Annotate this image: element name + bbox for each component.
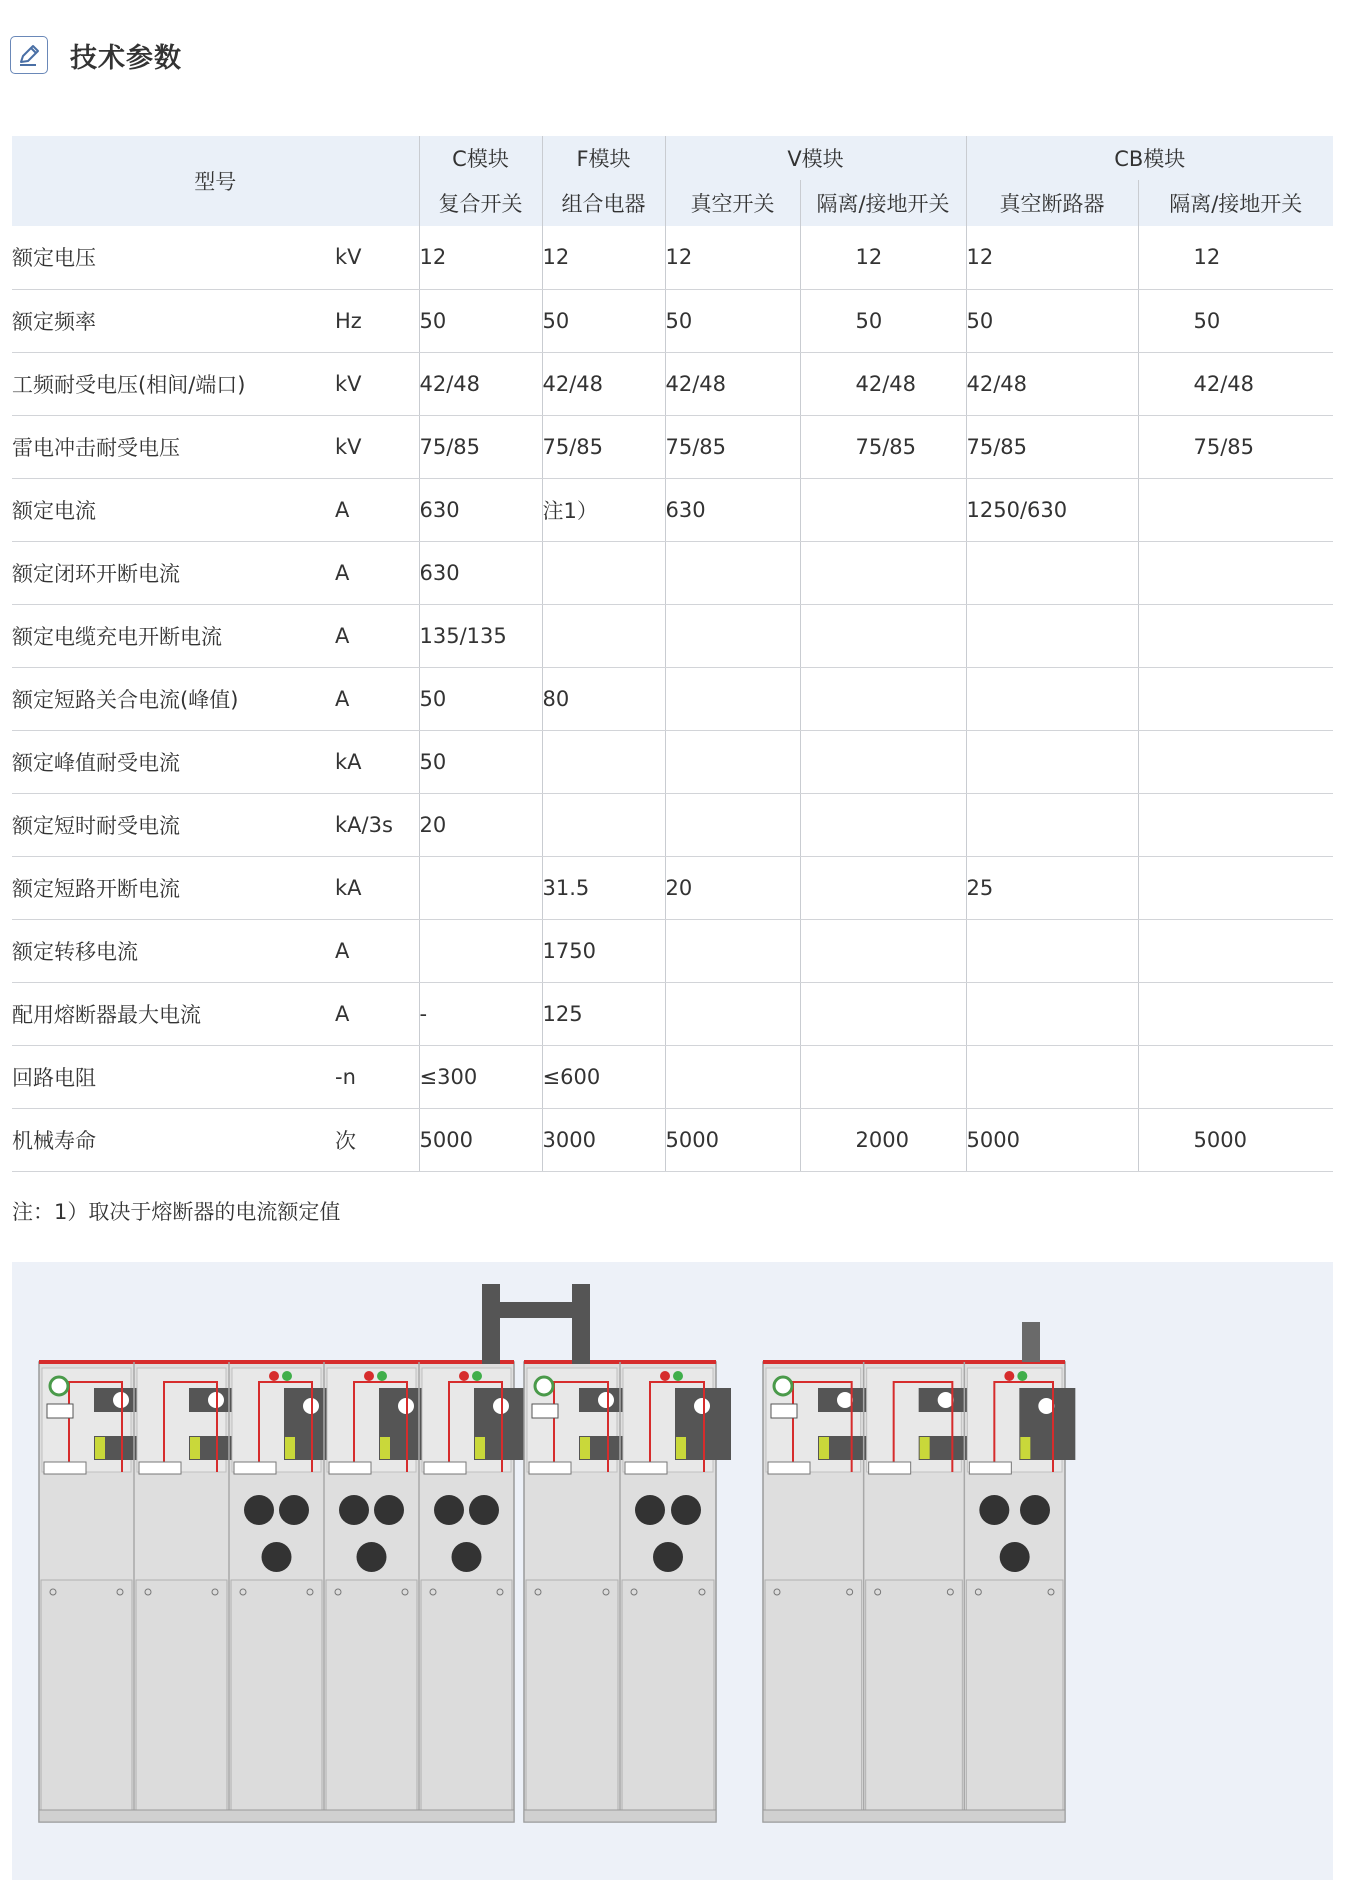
status-lamp — [282, 1371, 292, 1381]
param-name: 额定转移电流 — [12, 919, 335, 982]
button-strip — [969, 1462, 1011, 1474]
brand-logo — [535, 1377, 553, 1395]
page-title: 技术参数 — [70, 42, 182, 74]
value-cell — [966, 1045, 1138, 1108]
value-cell: 3000 — [542, 1108, 665, 1171]
value-cell: 20 — [665, 856, 800, 919]
value-cell — [419, 856, 542, 919]
cable-port — [1020, 1495, 1050, 1525]
value-cell: 75/85 — [966, 415, 1138, 478]
table-row — [12, 478, 1333, 541]
function-header: 复合开关 — [419, 180, 542, 226]
status-label — [920, 1437, 930, 1459]
lower-door — [765, 1580, 862, 1812]
value-cell: 42/48 — [419, 352, 542, 415]
switch-knob — [938, 1392, 954, 1408]
value-cell — [1138, 982, 1333, 1045]
value-cell — [800, 1045, 966, 1108]
value-cell: ≤300 — [419, 1045, 542, 1108]
status-label — [95, 1437, 105, 1459]
value-cell — [1138, 541, 1333, 604]
table-row — [12, 856, 1333, 919]
status-label — [676, 1437, 686, 1459]
value-cell — [966, 541, 1138, 604]
param-unit: 次 — [335, 1108, 419, 1171]
switchgear-diagram — [12, 1262, 1333, 1880]
value-cell: 50 — [419, 667, 542, 730]
value-cell: 50 — [419, 289, 542, 352]
value-cell: 注1） — [542, 478, 665, 541]
value-cell: ≤600 — [542, 1045, 665, 1108]
status-label — [190, 1437, 200, 1459]
status-label — [580, 1437, 590, 1459]
value-cell: 50 — [542, 289, 665, 352]
value-cell — [966, 604, 1138, 667]
lower-door — [326, 1580, 417, 1812]
nameplate — [532, 1404, 558, 1418]
value-cell: 12 — [542, 226, 665, 289]
value-cell — [966, 793, 1138, 856]
status-label — [380, 1437, 390, 1459]
table-row — [12, 226, 1333, 289]
value-cell: 75/85 — [419, 415, 542, 478]
value-cell — [665, 730, 800, 793]
value-cell — [542, 730, 665, 793]
cable-port — [434, 1495, 464, 1525]
param-unit: kA — [335, 856, 419, 919]
param-unit: A — [335, 478, 419, 541]
switch-knob — [837, 1392, 853, 1408]
value-cell: 50 — [1138, 289, 1333, 352]
value-cell: 630 — [419, 541, 542, 604]
value-cell: 5000 — [419, 1108, 542, 1171]
switch-knob — [598, 1392, 614, 1408]
value-cell — [800, 856, 966, 919]
value-cell: 50 — [665, 289, 800, 352]
value-cell — [665, 604, 800, 667]
bus-connector-pipe — [572, 1284, 590, 1364]
cable-port — [339, 1495, 369, 1525]
cable-port — [262, 1542, 292, 1572]
param-unit: kV — [335, 352, 419, 415]
cable-port — [357, 1542, 387, 1572]
cable-port — [374, 1495, 404, 1525]
value-cell — [665, 1045, 800, 1108]
function-header: 组合电器 — [542, 180, 665, 226]
value-cell — [966, 982, 1138, 1045]
lower-door — [622, 1580, 714, 1812]
value-cell: 5000 — [966, 1108, 1138, 1171]
table-row — [12, 667, 1333, 730]
value-cell: 75/85 — [1138, 415, 1333, 478]
value-cell — [966, 919, 1138, 982]
param-name: 额定短时耐受电流 — [12, 793, 335, 856]
lower-door — [136, 1580, 227, 1812]
cable-port — [671, 1495, 701, 1525]
button-strip — [234, 1462, 276, 1474]
value-cell: 50 — [419, 730, 542, 793]
brand-logo — [50, 1377, 68, 1395]
value-cell — [800, 793, 966, 856]
param-name: 配用熔断器最大电流 — [12, 982, 335, 1045]
value-cell — [1138, 667, 1333, 730]
value-cell — [419, 919, 542, 982]
edit-icon — [10, 36, 48, 74]
param-unit: A — [335, 541, 419, 604]
status-label — [285, 1437, 295, 1459]
value-cell — [800, 667, 966, 730]
param-unit: kA/3s — [335, 793, 419, 856]
value-cell: 125 — [542, 982, 665, 1045]
button-strip — [139, 1462, 181, 1474]
function-header: 真空断路器 — [966, 180, 1138, 226]
footnote: 注：1）取决于熔断器的电流额定值 — [12, 1200, 341, 1224]
value-cell: 75/85 — [800, 415, 966, 478]
lower-door — [41, 1580, 132, 1812]
value-cell: 50 — [800, 289, 966, 352]
value-cell — [966, 730, 1138, 793]
param-name: 额定电压 — [12, 226, 335, 289]
model-label: 型号 — [12, 136, 419, 226]
param-name: 工频耐受电压(相间/端口) — [12, 352, 335, 415]
value-cell — [966, 667, 1138, 730]
cable-port — [469, 1495, 499, 1525]
param-unit: A — [335, 667, 419, 730]
value-cell: 5000 — [1138, 1108, 1333, 1171]
value-cell: 2000 — [800, 1108, 966, 1171]
value-cell: 630 — [665, 478, 800, 541]
value-cell: 12 — [966, 226, 1138, 289]
cable-port — [979, 1495, 1009, 1525]
cable-port — [244, 1495, 274, 1525]
cabinet-base — [524, 1810, 716, 1822]
value-cell: 80 — [542, 667, 665, 730]
button-strip — [529, 1462, 571, 1474]
value-cell — [1138, 919, 1333, 982]
value-cell: 630 — [419, 478, 542, 541]
value-cell — [542, 604, 665, 667]
lower-door — [966, 1580, 1063, 1812]
value-cell — [1138, 478, 1333, 541]
table-row — [12, 415, 1333, 478]
module-header: CB模块 — [966, 136, 1333, 180]
lower-door — [421, 1580, 512, 1812]
param-name: 机械寿命 — [12, 1108, 335, 1171]
value-cell — [800, 919, 966, 982]
value-cell: 1250/630 — [966, 478, 1138, 541]
value-cell — [542, 793, 665, 856]
cabinet-base — [39, 1810, 514, 1822]
value-cell — [800, 604, 966, 667]
table-row — [12, 1045, 1333, 1108]
button-strip — [424, 1462, 466, 1474]
param-name: 额定电缆充电开断电流 — [12, 604, 335, 667]
status-lamp — [673, 1371, 683, 1381]
bus-stub — [1022, 1322, 1040, 1362]
value-cell: 20 — [419, 793, 542, 856]
value-cell: 42/48 — [542, 352, 665, 415]
param-unit: kV — [335, 226, 419, 289]
value-cell: 12 — [1138, 226, 1333, 289]
table-row — [12, 793, 1333, 856]
button-strip — [44, 1462, 86, 1474]
value-cell: 12 — [800, 226, 966, 289]
status-lamp — [377, 1371, 387, 1381]
param-name: 额定短路开断电流 — [12, 856, 335, 919]
value-cell: - — [419, 982, 542, 1045]
value-cell: 75/85 — [665, 415, 800, 478]
value-cell — [665, 667, 800, 730]
brand-logo — [774, 1377, 792, 1395]
status-lamp — [1017, 1371, 1027, 1381]
table-row — [12, 289, 1333, 352]
button-strip — [869, 1462, 911, 1474]
value-cell: 12 — [419, 226, 542, 289]
value-cell: 75/85 — [542, 415, 665, 478]
value-cell — [665, 793, 800, 856]
value-cell — [1138, 604, 1333, 667]
status-lamp — [660, 1371, 670, 1381]
breaker-knob — [1038, 1398, 1054, 1414]
param-unit: A — [335, 919, 419, 982]
value-cell: 42/48 — [1138, 352, 1333, 415]
param-name: 回路电阻 — [12, 1045, 335, 1108]
spec-table — [12, 136, 1333, 1172]
cable-port — [279, 1495, 309, 1525]
function-header: 隔离/接地开关 — [1138, 180, 1333, 226]
param-unit: A — [335, 982, 419, 1045]
value-cell — [665, 919, 800, 982]
param-name: 额定闭环开断电流 — [12, 541, 335, 604]
value-cell — [1138, 793, 1333, 856]
value-cell — [800, 541, 966, 604]
bus-connector-pipe — [482, 1284, 500, 1364]
function-header: 真空开关 — [665, 180, 800, 226]
param-unit: kV — [335, 415, 419, 478]
cable-port — [1000, 1542, 1030, 1572]
lower-door — [231, 1580, 322, 1812]
cabinet-base — [763, 1810, 1065, 1822]
nameplate — [47, 1404, 73, 1418]
value-cell: 42/48 — [800, 352, 966, 415]
table-row — [12, 352, 1333, 415]
table-row — [12, 541, 1333, 604]
param-unit: kA — [335, 730, 419, 793]
breaker-knob — [694, 1398, 710, 1414]
nameplate — [771, 1404, 797, 1418]
param-name: 额定峰值耐受电流 — [12, 730, 335, 793]
value-cell: 25 — [966, 856, 1138, 919]
cable-port — [452, 1542, 482, 1572]
value-cell — [542, 541, 665, 604]
value-cell — [800, 730, 966, 793]
param-name: 雷电冲击耐受电压 — [12, 415, 335, 478]
status-lamp — [472, 1371, 482, 1381]
button-strip — [625, 1462, 667, 1474]
button-strip — [329, 1462, 371, 1474]
param-unit: -n — [335, 1045, 419, 1108]
table-row — [12, 730, 1333, 793]
status-label — [1020, 1437, 1030, 1459]
table-row — [12, 919, 1333, 982]
value-cell: 31.5 — [542, 856, 665, 919]
section-header — [10, 34, 182, 76]
value-cell: 5000 — [665, 1108, 800, 1171]
module-header: C模块 — [419, 136, 542, 180]
param-unit: A — [335, 604, 419, 667]
status-lamp — [459, 1371, 469, 1381]
value-cell: 12 — [665, 226, 800, 289]
cable-port — [653, 1542, 683, 1572]
status-label — [475, 1437, 485, 1459]
cable-port — [635, 1495, 665, 1525]
param-unit: Hz — [335, 289, 419, 352]
value-cell — [800, 982, 966, 1045]
value-cell: 42/48 — [966, 352, 1138, 415]
status-lamp — [269, 1371, 279, 1381]
lower-door — [526, 1580, 618, 1812]
value-cell — [1138, 1045, 1333, 1108]
button-strip — [768, 1462, 810, 1474]
value-cell: 50 — [966, 289, 1138, 352]
value-cell: 1750 — [542, 919, 665, 982]
value-cell — [1138, 856, 1333, 919]
table-row — [12, 982, 1333, 1045]
module-header: F模块 — [542, 136, 665, 180]
value-cell — [665, 982, 800, 1045]
table-row — [12, 604, 1333, 667]
value-cell — [665, 541, 800, 604]
status-lamp — [1004, 1371, 1014, 1381]
value-cell — [1138, 730, 1333, 793]
bus-connector-pipe — [482, 1302, 590, 1318]
value-cell: 135/135 — [419, 604, 542, 667]
param-name: 额定短路关合电流(峰值) — [12, 667, 335, 730]
lower-door — [866, 1580, 963, 1812]
param-name: 额定电流 — [12, 478, 335, 541]
value-cell: 42/48 — [665, 352, 800, 415]
table-row — [12, 1108, 1333, 1171]
module-header: V模块 — [665, 136, 966, 180]
value-cell — [800, 478, 966, 541]
param-name: 额定频率 — [12, 289, 335, 352]
status-lamp — [364, 1371, 374, 1381]
status-label — [819, 1437, 829, 1459]
function-header: 隔离/接地开关 — [800, 180, 966, 226]
